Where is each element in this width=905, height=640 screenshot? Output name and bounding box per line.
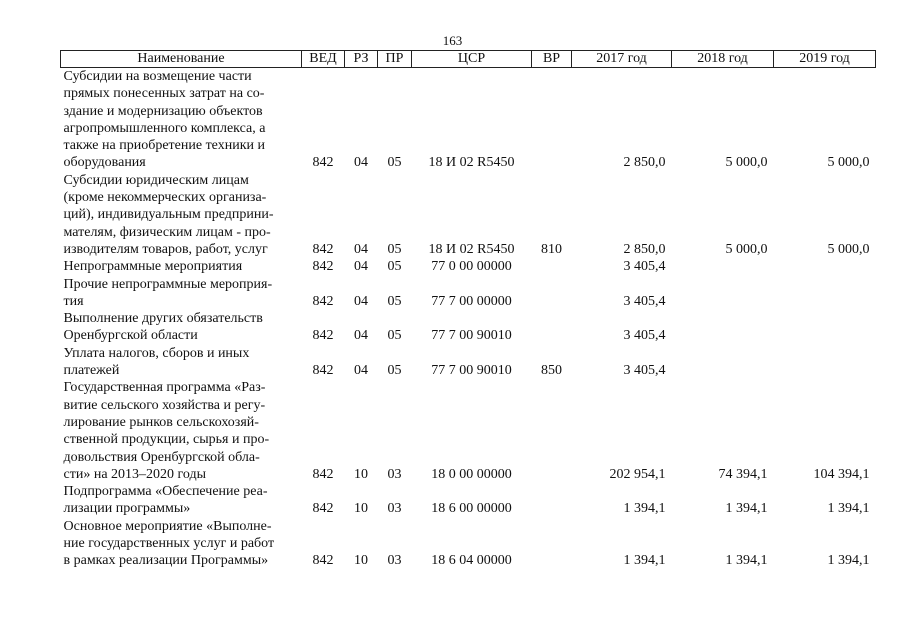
cell-2018 bbox=[672, 258, 774, 275]
cell-pr: 05 bbox=[387, 259, 402, 275]
table-row bbox=[61, 310, 876, 345]
cell-name bbox=[61, 379, 302, 483]
cell-2019: 1 394,1 bbox=[827, 553, 870, 569]
cell-2019: 5 000,0 bbox=[827, 155, 870, 171]
name-line: ций), индивидуальным предприни- bbox=[63, 207, 274, 223]
name-line: Основное мероприятие «Выполне- bbox=[63, 518, 272, 534]
cell-2018: 74 394,1 bbox=[718, 466, 768, 482]
cell-2017: 2 850,0 bbox=[623, 155, 666, 171]
name-line: мателям, физическим лицам - про- bbox=[63, 224, 271, 240]
header-2019: 2019 год bbox=[774, 51, 876, 68]
cell-rz: 04 bbox=[354, 155, 368, 171]
table-row bbox=[61, 483, 876, 518]
cell-2017: 3 405,4 bbox=[623, 259, 666, 275]
cell-2018 bbox=[672, 276, 774, 311]
cell-rz: 10 bbox=[354, 466, 368, 482]
name-line: оборудования bbox=[63, 155, 146, 171]
table-row bbox=[61, 379, 876, 483]
cell-2018: 5 000,0 bbox=[725, 241, 768, 257]
cell-pr: 03 bbox=[387, 553, 402, 569]
cell-csr: 77 7 00 90010 bbox=[431, 328, 512, 344]
cell-2019 bbox=[774, 276, 876, 311]
header-ved: ВЕД bbox=[302, 51, 345, 68]
cell-vr bbox=[532, 483, 572, 518]
name-line: прямых понесенных затрат на со- bbox=[63, 86, 265, 102]
page-number: 163 bbox=[442, 33, 463, 48]
header-2017: 2017 год bbox=[572, 51, 672, 68]
cell-ved: 842 bbox=[312, 466, 334, 482]
cell-name bbox=[61, 518, 302, 570]
name-line: Субсидии на возмещение части bbox=[63, 69, 252, 84]
cell-csr: 18 И 02 R5450 bbox=[428, 155, 515, 171]
cell-rz: 10 bbox=[354, 553, 368, 569]
name-line: Оренбургской области bbox=[63, 328, 198, 344]
cell-csr: 77 7 00 00000 bbox=[431, 293, 512, 309]
cell-vr bbox=[532, 379, 572, 483]
cell-2017: 1 394,1 bbox=[623, 553, 666, 569]
header-2018: 2018 год bbox=[672, 51, 774, 68]
cell-vr bbox=[532, 68, 572, 172]
table-row bbox=[61, 276, 876, 311]
cell-vr bbox=[532, 518, 572, 570]
cell-csr: 18 6 04 00000 bbox=[431, 553, 512, 569]
name-line: Подпрограмма «Обеспечение реа- bbox=[63, 484, 268, 500]
cell-2017: 202 954,1 bbox=[609, 466, 666, 482]
cell-name bbox=[61, 276, 302, 311]
cell-csr: 18 0 00 00000 bbox=[431, 466, 512, 482]
table-row bbox=[61, 345, 876, 380]
cell-2019: 5 000,0 bbox=[827, 241, 870, 257]
cell-ved: 842 bbox=[312, 155, 334, 171]
cell-ved: 842 bbox=[312, 328, 334, 344]
cell-2018 bbox=[672, 345, 774, 380]
cell-2019 bbox=[774, 258, 876, 275]
cell-csr: 18 6 00 00000 bbox=[431, 501, 512, 517]
name-line: сти» на 2013–2020 годы bbox=[63, 466, 207, 482]
header-pr: ПР bbox=[378, 51, 412, 68]
cell-csr: 77 0 00 00000 bbox=[431, 259, 512, 275]
cell-2017: 1 394,1 bbox=[623, 501, 666, 517]
cell-csr: 77 7 00 90010 bbox=[431, 363, 512, 379]
cell-2019 bbox=[774, 345, 876, 380]
name-line: довольствия Оренбургской обла- bbox=[63, 449, 260, 465]
table-row bbox=[61, 258, 876, 275]
cell-pr: 05 bbox=[387, 155, 402, 171]
cell-name bbox=[61, 310, 302, 345]
cell-vr bbox=[532, 276, 572, 311]
cell-rz: 04 bbox=[354, 328, 368, 344]
cell-vr bbox=[532, 258, 572, 275]
cell-2019: 104 394,1 bbox=[813, 466, 870, 482]
budget-table bbox=[60, 50, 876, 570]
name-line: Прочие непрограммные мероприя- bbox=[63, 276, 273, 292]
name-line: (кроме некоммерческих организа- bbox=[63, 190, 267, 206]
cell-pr: 03 bbox=[387, 466, 402, 482]
cell-name bbox=[61, 68, 302, 172]
header-vr: ВР bbox=[532, 51, 572, 68]
header-rz: РЗ bbox=[345, 51, 378, 68]
cell-pr: 03 bbox=[387, 501, 402, 517]
name-line: Субсидии юридическим лицам bbox=[63, 172, 249, 188]
cell-ved: 842 bbox=[312, 259, 334, 275]
cell-vr: 850 bbox=[541, 363, 562, 379]
name-line: витие сельского хозяйства и регу- bbox=[63, 397, 266, 413]
cell-vr bbox=[532, 310, 572, 345]
cell-rz: 04 bbox=[354, 293, 368, 309]
cell-2017: 3 405,4 bbox=[623, 293, 666, 309]
name-line: ственной продукции, сырья и про- bbox=[63, 432, 270, 448]
cell-pr: 05 bbox=[387, 363, 402, 379]
cell-2018: 1 394,1 bbox=[725, 501, 768, 517]
name-line: тия bbox=[63, 293, 84, 309]
cell-pr: 05 bbox=[387, 328, 402, 344]
cell-2017: 2 850,0 bbox=[623, 241, 666, 257]
header-csr: ЦСР bbox=[412, 51, 532, 68]
name-line: изводителям товаров, работ, услуг bbox=[63, 241, 268, 257]
cell-2019 bbox=[774, 310, 876, 345]
cell-name bbox=[61, 345, 302, 380]
name-line: Государственная программа «Раз- bbox=[63, 380, 266, 396]
name-line: в рамках реализации Программы» bbox=[63, 553, 269, 569]
cell-rz: 04 bbox=[354, 241, 368, 257]
header-name: Наименование bbox=[61, 51, 302, 68]
cell-pr: 05 bbox=[387, 241, 402, 257]
name-line: лирование рынков сельскохозяй- bbox=[63, 414, 259, 430]
name-line: платежей bbox=[63, 363, 120, 379]
cell-rz: 04 bbox=[354, 363, 368, 379]
cell-rz: 04 bbox=[354, 259, 368, 275]
table-header-row bbox=[61, 51, 876, 68]
cell-ved: 842 bbox=[312, 363, 334, 379]
cell-name bbox=[61, 172, 302, 258]
cell-2018: 1 394,1 bbox=[725, 553, 768, 569]
cell-2018 bbox=[672, 310, 774, 345]
cell-ved: 842 bbox=[312, 501, 334, 517]
cell-2017: 3 405,4 bbox=[623, 328, 666, 344]
cell-ved: 842 bbox=[312, 241, 334, 257]
cell-vr: 810 bbox=[541, 241, 562, 257]
cell-name bbox=[61, 258, 302, 275]
cell-ved: 842 bbox=[312, 293, 334, 309]
table-row bbox=[61, 518, 876, 570]
cell-2018: 5 000,0 bbox=[725, 155, 768, 171]
name-line: ние государственных услуг и работ bbox=[63, 536, 275, 552]
name-line: лизации программы» bbox=[63, 501, 191, 517]
cell-ved: 842 bbox=[312, 553, 334, 569]
cell-rz: 10 bbox=[354, 501, 368, 517]
name-line: Выполнение других обязательств bbox=[63, 311, 263, 327]
table-body bbox=[61, 68, 876, 570]
name-line: также на приобретение техники и bbox=[63, 138, 265, 154]
name-line: агропромышленного комплекса, а bbox=[63, 120, 266, 136]
cell-pr: 05 bbox=[387, 293, 402, 309]
cell-2017: 3 405,4 bbox=[623, 363, 666, 379]
name-line: Непрограммные мероприятия bbox=[63, 259, 243, 275]
cell-2019: 1 394,1 bbox=[827, 501, 870, 517]
name-line: Уплата налогов, сборов и иных bbox=[63, 345, 250, 361]
table-row bbox=[61, 172, 876, 258]
name-line: здание и модернизацию объектов bbox=[63, 103, 263, 119]
cell-csr: 18 И 02 R5450 bbox=[428, 241, 515, 257]
table-row bbox=[61, 68, 876, 172]
cell-name bbox=[61, 483, 302, 518]
